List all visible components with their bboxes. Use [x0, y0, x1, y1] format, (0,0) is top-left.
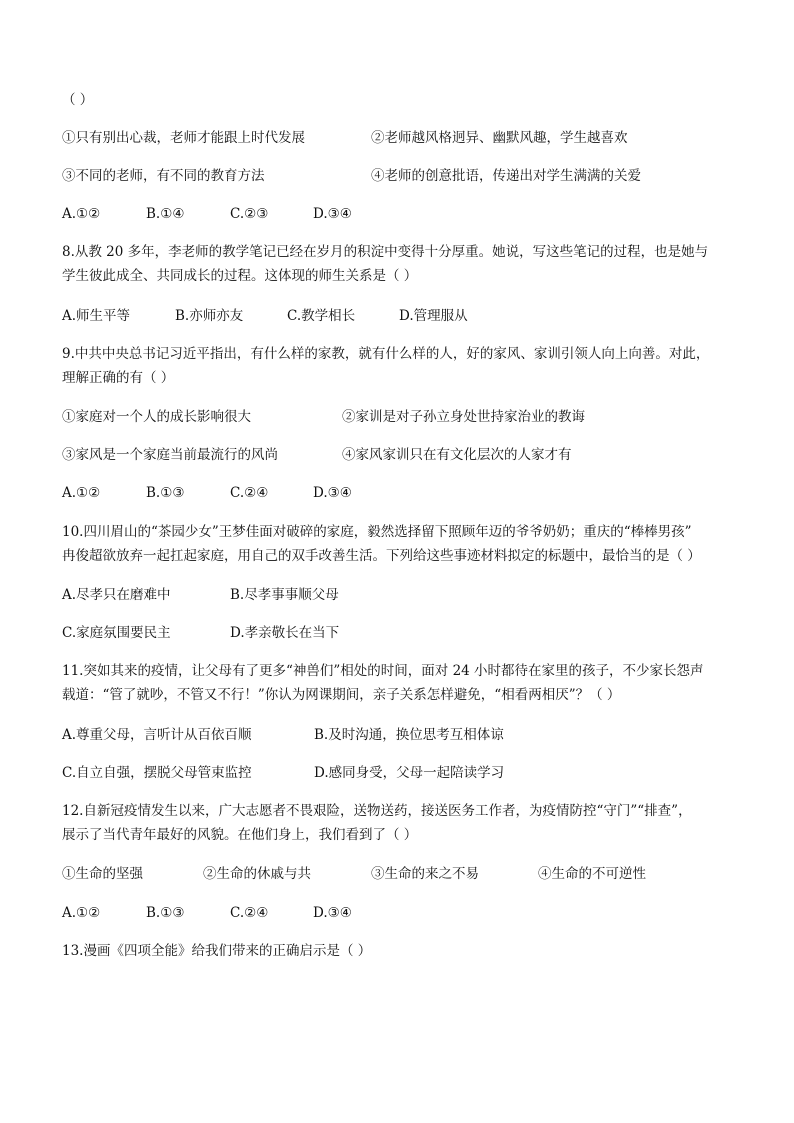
q12-stem-line-2: 展示了当代青年最好的风貌。在他们身上，我们看到了（ ）	[62, 827, 418, 843]
q9-stem-line-2: 理解正确的有（ ）	[62, 370, 175, 386]
q12-statement-1: ①生命的坚强	[62, 866, 143, 882]
q8-stem-line-2: 学生彼此成全、共同成长的过程。这体现的师生关系是（ ）	[62, 268, 418, 284]
q12-statement-2: ②生命的休戚与共	[203, 866, 311, 882]
q7-statement-2: ②老师越风格迥异、幽默风趣，学生越喜欢	[371, 130, 628, 146]
q8-option-a[interactable]: A.师生平等	[62, 308, 131, 324]
q7-option-c[interactable]: C.②③	[230, 206, 269, 222]
q12-option-d[interactable]: D.③④	[313, 905, 352, 921]
q11-option-b[interactable]: B.及时沟通，换位思考互相体谅	[314, 727, 504, 743]
q9-option-c[interactable]: C.②④	[230, 485, 269, 501]
q9-option-a[interactable]: A.①②	[62, 485, 101, 501]
q7-statement-3: ③不同的老师，有不同的教育方法	[62, 168, 265, 184]
q13-stem-line-1: 13.漫画《四项全能》给我们带来的正确启示是（ ）	[62, 943, 372, 959]
q9-statement-2: ②家训是对子孙立身处世持家治业的教诲	[342, 409, 585, 425]
q10-option-a[interactable]: A.尽孝只在磨难中	[62, 587, 171, 603]
q9-statement-1: ①家庭对一个人的成长影响很大	[62, 409, 251, 425]
q11-option-c[interactable]: C.自立自强，摆脱父母管束监控	[62, 765, 252, 781]
q12-statement-4: ④生命的不可逆性	[538, 866, 646, 882]
q7-option-a[interactable]: A.①②	[62, 206, 101, 222]
q9-option-b[interactable]: B.①③	[146, 485, 185, 501]
q9-stem-line-1: 9.中共中央总书记习近平指出，有什么样的家教，就有什么样的人，好的家风、家训引领人向上向善。对此，	[62, 346, 710, 362]
q9-statement-3: ③家风是一个家庭当前最流行的风尚	[62, 447, 278, 463]
q11-option-a[interactable]: A.尊重父母，言听计从百依百顺	[62, 727, 252, 743]
q10-stem-line-2: 冉俊超欲放弃一起扛起家庭，用自己的双手改善生活。下列给这些事迹材料拟定的标题中，最恰当的是（ ）	[62, 548, 701, 564]
q7-statement-4: ④老师的创意批语，传递出对学生满满的关爱	[371, 168, 641, 184]
q11-stem-line-2: 载道：“管了就吵，不管又不行！”你认为网课期间，亲子关系怎样避免，“相看两相厌”？（ ）	[62, 687, 621, 703]
q8-option-d[interactable]: D.管理服从	[399, 308, 468, 324]
q11-stem-line-1: 11.突如其来的疫情，让父母有了更多“神兽们”相处的时间，面对 24 小时都待在家里的孩子，不少家长怨声	[62, 663, 704, 679]
q8-stem-line-1: 8.从教 20 多年，李老师的教学笔记已经在岁月的积淀中变得十分厚重。她说，写这些笔记的过程，也是她与	[62, 244, 709, 260]
q7-bracket: （ ）	[62, 92, 94, 108]
q9-statement-4: ④家风家训只在有文化层次的人家才有	[342, 447, 572, 463]
q8-option-b[interactable]: B.亦师亦友	[175, 308, 244, 324]
q10-option-c[interactable]: C.家庭氛围要民主	[62, 625, 171, 641]
q10-stem-line-1: 10.四川眉山的“茶园少女”王梦佳面对破碎的家庭，毅然选择留下照顾年迈的爷爷奶奶；重庆的“棒棒男孩”	[62, 524, 692, 540]
q7-option-d[interactable]: D.③④	[313, 206, 352, 222]
q12-stem-line-1: 12.自新冠疫情发生以来，广大志愿者不畏艰险，送物送药，接送医务工作者，为疫情防控“守门”“排查”，	[62, 803, 692, 819]
q10-option-b[interactable]: B.尽孝事事顺父母	[230, 587, 339, 603]
q12-option-a[interactable]: A.①②	[62, 905, 101, 921]
q9-option-d[interactable]: D.③④	[313, 485, 352, 501]
q12-option-b[interactable]: B.①③	[146, 905, 185, 921]
q7-option-b[interactable]: B.①④	[146, 206, 185, 222]
q10-option-d[interactable]: D.孝亲敬长在当下	[230, 625, 340, 641]
q8-option-c[interactable]: C.教学相长	[287, 308, 356, 324]
q12-option-c[interactable]: C.②④	[230, 905, 269, 921]
q12-statement-3: ③生命的来之不易	[371, 866, 479, 882]
q7-statement-1: ①只有别出心裁，老师才能跟上时代发展	[62, 130, 305, 146]
q11-option-d[interactable]: D.感同身受，父母一起陪读学习	[314, 765, 505, 781]
